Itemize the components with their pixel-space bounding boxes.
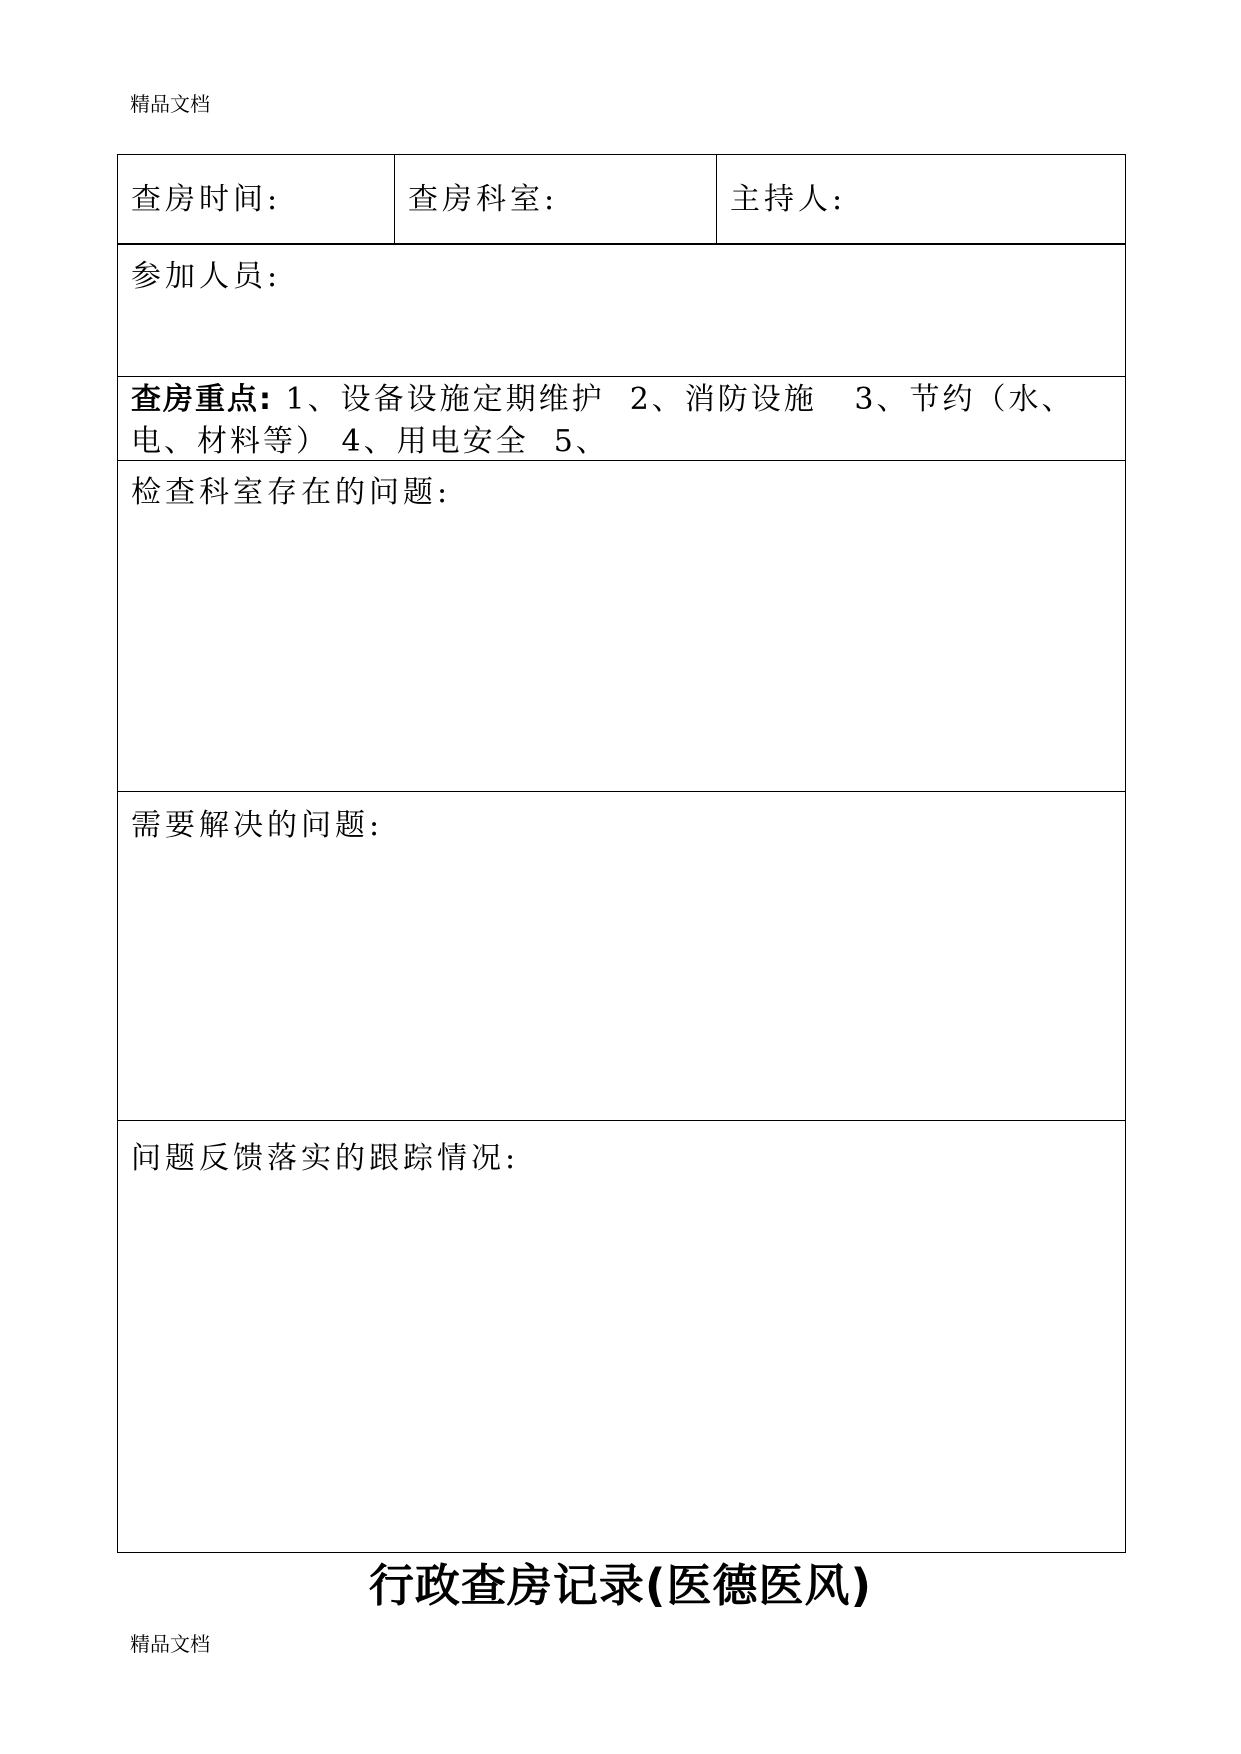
focus-row [118, 377, 1125, 461]
feedback-tracking-label: 问题反馈落实的跟踪情况: [131, 1141, 520, 1176]
participants-field[interactable] [118, 245, 1125, 377]
time-cell[interactable] [118, 155, 395, 243]
feedback-tracking-field[interactable] [118, 1121, 1125, 1552]
page-footer: 精品文档 [130, 1632, 210, 1656]
time-label: 查房时间: [131, 182, 282, 217]
host-label: 主持人: [730, 182, 847, 217]
problems-found-label: 检查科室存在的问题: [131, 475, 452, 510]
document-title: 行政查房记录(医德医风) [368, 1559, 873, 1612]
ward-round-form [117, 154, 1126, 1553]
department-label: 查房科室: [408, 182, 559, 217]
problems-to-solve-label: 需要解决的问题: [131, 808, 384, 843]
focus-text [131, 379, 1106, 463]
focus-items: 1、设备设施定期维护 2、消防设施 3、节约（水、电、材料等） 4、用电安全 5、 [131, 382, 1075, 459]
form-row-basic-info [118, 155, 1125, 245]
focus-title: 查房重点: [131, 382, 273, 417]
page-header: 精品文档 [130, 92, 210, 116]
host-cell[interactable] [717, 155, 1125, 243]
department-cell[interactable] [395, 155, 717, 243]
problems-found-field[interactable] [118, 461, 1125, 792]
problems-to-solve-field[interactable] [118, 792, 1125, 1121]
participants-label: 参加人员: [131, 259, 282, 294]
